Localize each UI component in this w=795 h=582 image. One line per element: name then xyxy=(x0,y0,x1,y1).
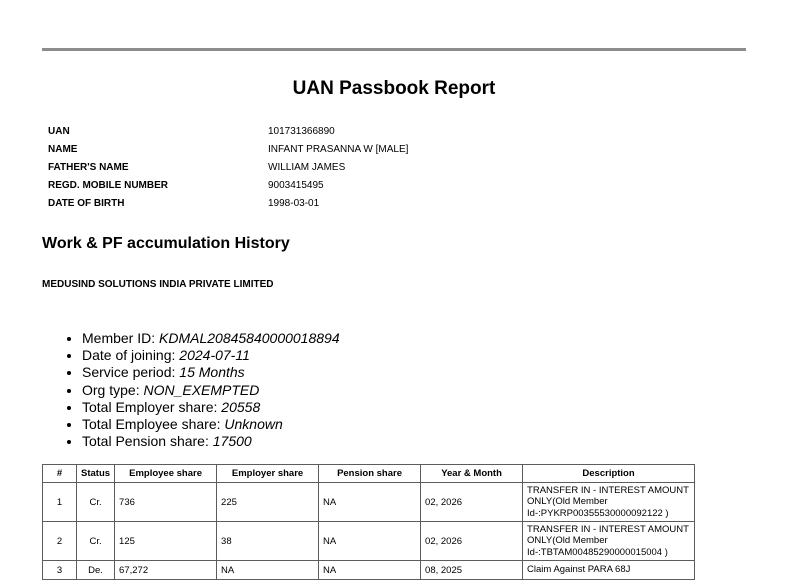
detail-label: Org type: xyxy=(82,381,144,398)
table-row xyxy=(43,561,695,580)
detail-value: 17500 xyxy=(212,433,252,450)
cell-status: Cr. xyxy=(77,522,115,561)
cell-employee-share: 125 xyxy=(115,522,217,561)
cell-index: 1 xyxy=(43,483,77,522)
table-row xyxy=(43,483,695,522)
cell-index: 3 xyxy=(43,561,77,580)
cell-employee-share: 736 xyxy=(115,483,217,522)
cell-pension-share: NA xyxy=(319,561,421,580)
cell-year-month: 02, 2026 xyxy=(421,522,523,561)
column-header: Employer share xyxy=(217,465,319,483)
info-label: FATHER'S NAME xyxy=(48,161,129,173)
info-label: DATE OF BIRTH xyxy=(48,198,125,210)
history-title: Work & PF accumulation History xyxy=(42,235,290,252)
column-header: Description xyxy=(523,465,695,483)
info-row-fathers-name xyxy=(48,158,408,176)
cell-year-month: 02, 2026 xyxy=(421,483,523,522)
info-value: WILLIAM JAMES xyxy=(268,161,346,173)
cell-year-month: 08, 2025 xyxy=(421,561,523,580)
info-label: REGD. MOBILE NUMBER xyxy=(48,180,168,192)
detail-value: 2024-07-11 xyxy=(179,347,250,364)
cell-description: Claim Against PARA 68J xyxy=(523,561,695,580)
member-details-list xyxy=(82,330,340,450)
detail-value: KDMAL20845840000018894 xyxy=(159,330,340,346)
top-divider xyxy=(42,48,746,51)
info-row-uan xyxy=(48,122,408,140)
table-row xyxy=(43,522,695,561)
column-header: Year & Month xyxy=(421,465,523,483)
cell-pension-share: NA xyxy=(319,483,421,522)
detail-member-id xyxy=(82,330,340,347)
detail-date-of-joining xyxy=(82,347,340,364)
cell-description: TRANSFER IN - INTEREST AMOUNT ONLY(Old Member Id-:PYKRP00355530000092122 ) xyxy=(523,483,695,522)
column-header: Status xyxy=(77,465,115,483)
report-title: UAN Passbook Report xyxy=(292,78,496,99)
member-info-table xyxy=(48,122,408,213)
cell-description: TRANSFER IN - INTEREST AMOUNT ONLY(Old Member Id-:TBTAM00485290000015004 ) xyxy=(523,522,695,561)
cell-index: 2 xyxy=(43,522,77,561)
column-header: Pension share xyxy=(319,465,421,483)
info-value: INFANT PRASANNA W [MALE] xyxy=(268,143,409,155)
info-value: 101731366890 xyxy=(268,125,335,137)
detail-value: NON_EXEMPTED xyxy=(143,381,260,398)
detail-value: 20558 xyxy=(221,398,261,415)
cell-status: De. xyxy=(77,561,115,580)
detail-employer-share xyxy=(82,399,340,416)
detail-label: Service period: xyxy=(82,364,180,381)
detail-label: Member ID: xyxy=(82,330,160,346)
info-row-mobile xyxy=(48,177,408,195)
detail-service-period xyxy=(82,364,340,381)
cell-employer-share: NA xyxy=(217,561,319,580)
cell-status: Cr. xyxy=(77,483,115,522)
cell-pension-share: NA xyxy=(319,522,421,561)
detail-label: Total Employer share: xyxy=(82,398,222,415)
detail-org-type xyxy=(82,382,340,399)
column-header: Employee share xyxy=(115,465,217,483)
detail-value: Unknown xyxy=(224,415,283,432)
cell-employer-share: 225 xyxy=(217,483,319,522)
detail-label: Total Pension share: xyxy=(82,433,213,450)
detail-pension-share xyxy=(82,433,340,450)
column-header: # xyxy=(43,465,77,483)
info-label: UAN xyxy=(48,125,70,137)
detail-value: 15 Months xyxy=(179,364,245,381)
table-header-row xyxy=(43,465,695,483)
info-value: 9003415495 xyxy=(268,180,324,192)
info-row-dob xyxy=(48,195,408,213)
transactions-table xyxy=(42,464,695,580)
info-label: NAME xyxy=(48,143,78,155)
detail-employee-share xyxy=(82,416,340,433)
detail-label: Total Employee share: xyxy=(82,415,225,432)
cell-employee-share: 67,272 xyxy=(115,561,217,580)
info-value: 1998-03-01 xyxy=(268,198,320,210)
info-row-name xyxy=(48,140,408,158)
company-name: MEDUSIND SOLUTIONS INDIA PRIVATE LIMITED xyxy=(42,279,274,290)
cell-employer-share: 38 xyxy=(217,522,319,561)
detail-label: Date of joining: xyxy=(82,347,180,364)
